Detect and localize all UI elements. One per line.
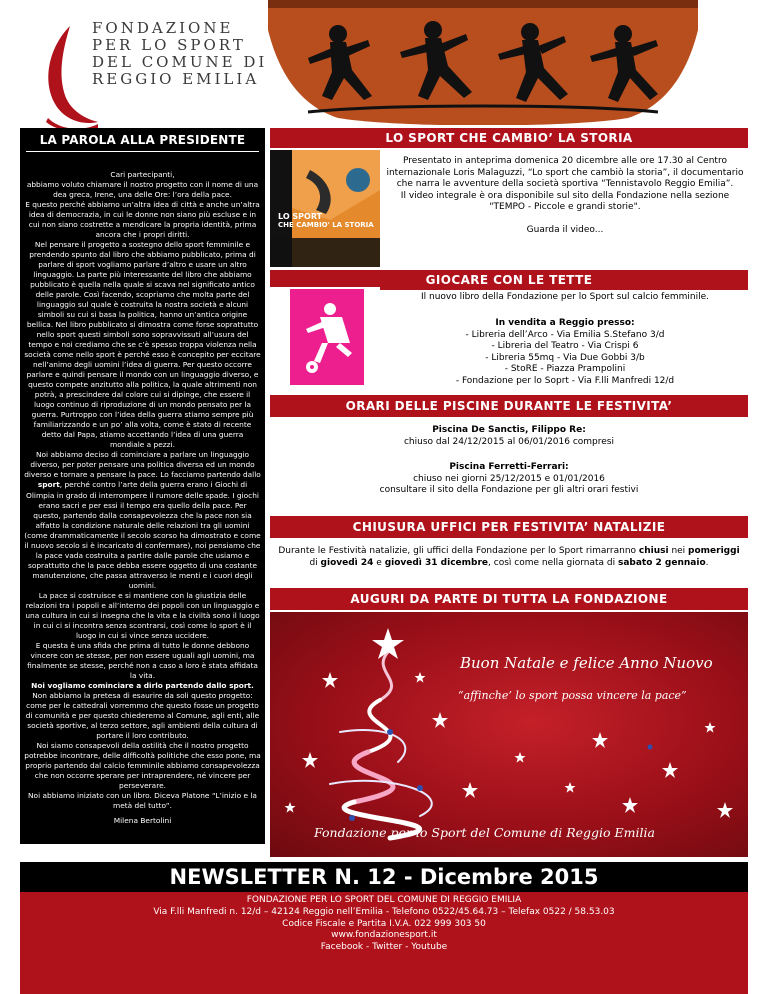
footer xyxy=(20,892,748,994)
tette-intro: Il nuovo libro della Fondazione per lo Sport sul calcio femminile. xyxy=(420,292,710,302)
card-quote: “affinche’ lo sport possa vincere la pace” xyxy=(458,689,687,702)
thumb-title-line: LO SPORT xyxy=(278,212,323,221)
offices-title: CHIUSURA UFFICI PER FESTIVITA’ NATALIZIE xyxy=(270,516,748,538)
sport-history-text: Presentato in anteprima domenica 20 dicembre alle ore 17.30 al Centro internazionale Loris Malaguzzi, “Lo sport che cambiò la storia”, il documentario che narra le avventure della società sportiva “Tennistavolo Reggio Emilia”. xyxy=(386,156,744,189)
youtube-link[interactable]: Youtube xyxy=(411,942,448,953)
greek-vase-athletes-image xyxy=(268,0,698,125)
watch-video-link[interactable]: Guarda il video... xyxy=(526,224,604,235)
offices-bold: sabato 2 gennaio xyxy=(617,557,706,568)
christmas-tree-icon xyxy=(270,612,748,857)
footer-line: Codice Fiscale e Partita I.V.A. 022 999 303 50 xyxy=(282,918,486,929)
president-signature: Milena Bertolini xyxy=(113,816,172,825)
card-greeting: Buon Natale e felice Anno Nuovo xyxy=(460,654,713,672)
pools-title: ORARI DELLE PISCINE DURANTE LE FESTIVITA’ xyxy=(270,395,748,417)
header xyxy=(0,0,768,125)
offices-bold: giovedì 24 xyxy=(320,557,374,568)
store-item: - Fondazione per lo Soprt - Via F.lli Manfredi 12/d xyxy=(455,375,675,386)
wishes-title: AUGURI DA PARTE DI TUTTA LA FONDAZIONE xyxy=(270,588,748,610)
website-link[interactable]: www.fondazionesport.it xyxy=(331,930,437,941)
social-separator: - xyxy=(363,942,373,953)
sale-heading: In vendita a Reggio presso: xyxy=(495,318,635,328)
pool-1-name: Piscina De Sanctis, Filippo Re: xyxy=(432,425,586,435)
sport-history-thumbnail[interactable] xyxy=(270,150,380,267)
offices-bold: pomeriggi xyxy=(688,546,740,556)
social-links xyxy=(20,942,748,954)
fondazione-logo-text xyxy=(92,20,267,88)
logo-line: FONDAZIONE xyxy=(92,19,234,37)
offices-text: nei xyxy=(668,546,689,556)
logo-line: REGGIO EMILIA xyxy=(92,70,260,88)
facebook-link[interactable]: Facebook xyxy=(320,942,364,953)
twitter-link[interactable]: Twitter xyxy=(372,942,403,953)
president-section-title: LA PAROLA ALLA PRESIDENTE xyxy=(39,133,246,147)
letter-paragraph: La pace si costruisce e si mantiene con la giustizia delle relazioni tra i popoli e all’interno dei popoli con un linguaggio e una cultura in cui si insegna che la vita e la civiltà sono il luogo in cui ci si incontra senza scontrarsi, così come lo sport è il luogo in cui si vince senza uccidere. xyxy=(25,590,260,640)
president-letter xyxy=(20,152,265,811)
footer-line: FONDAZIONE PER LO SPORT DEL COMUNE DI REGGIO EMILIA xyxy=(246,895,522,905)
female-footballer-icon xyxy=(270,287,380,387)
offices-text: e xyxy=(373,557,385,568)
pool-2-name: Piscina Ferretti-Ferrari: xyxy=(449,462,569,472)
social-separator: - xyxy=(402,942,412,953)
fondazione-logo-swoosh xyxy=(40,18,100,133)
letter-bold-text: sport xyxy=(37,480,60,490)
thumb-title-line: CHE CAMBIO' LA STORIA xyxy=(278,221,374,229)
offices-bold: giovedì 31 dicembre xyxy=(384,557,489,568)
letter-paragraph: Noi vogliamo cominciare a dirlo partendo dallo sport. Non abbiamo la pretesa di esaurire da soli questo progetto: come per le cattedrali vorremmo che questo fosse un progetto di comunità e per questo chiederemo al Comune, agli enti, alle società sportive, al terzo settore, agli ambienti della cultura di portare il loro contributo. xyxy=(25,680,260,740)
store-item: - Libreria 55mq - Via Due Gobbi 3/b xyxy=(485,352,645,363)
letter-paragraph: Noi siamo consapevoli della ostilità che il nostro progetto potrebbe incontrare, delle difficoltà politiche che esso pone, ma proprio partendo dal calcio femminile abbiamo consapevolezza che non occorre sperare per intraprendere, né vincere per perseverare. xyxy=(24,740,261,790)
book-cover-thumbnail[interactable] xyxy=(270,287,380,387)
sport-history-description xyxy=(382,156,748,236)
offices-closure-text xyxy=(278,546,740,569)
president-column xyxy=(20,128,265,844)
letter-paragraph: E questo perché abbiamo un’altra idea di città e anche un’altra idea di democrazia, in cui le donne non siano più escluse e in cui non siano costrette a mendicare la propria identità, prima ancora che i propri diritti. xyxy=(25,200,260,240)
newsletter-title: NEWSLETTER N. 12 - Dicembre 2015 xyxy=(20,862,748,892)
footer-line: Via F.lli Manfredi n. 12/d – 42124 Reggio nell’Emilia - Telefono 0522/45.64.73 – Telefax 0522 / 58.53.03 xyxy=(153,906,615,917)
logo-line: DEL COMUNE DI xyxy=(92,53,268,71)
sport-history-title: LO SPORT CHE CAMBIO’ LA STORIA xyxy=(270,128,748,148)
pool-2-hours: chiuso nei giorni 25/12/2015 e 01/01/2016 xyxy=(413,473,605,484)
sport-history-text: Il video integrale è ora disponibile sul sito della Fondazione nella sezione "TEMPO - Piccole e grandi storie". xyxy=(400,190,730,212)
tette-store-list xyxy=(382,318,748,387)
letter-paragraph: Noi abbiamo iniziato con un libro. Diceva Platone “L’inizio e la metà del tutto”. xyxy=(28,790,257,810)
offices-text: , così come nella giornata di xyxy=(488,557,618,568)
documentary-poster-icon xyxy=(270,150,380,267)
logo-line: PER LO SPORT xyxy=(92,36,246,54)
christmas-card-image xyxy=(270,612,748,857)
card-signature: Fondazione per lo Sport del Comune di Reggio Emilia xyxy=(314,825,655,840)
letter-paragraph: E questa è una sfida che prima di tutto le donne debbono vincere con se stesse, per non essere uguali agli uomini, ma finalmente se stesse, perché non a caso a loro è stata affidata la vita. xyxy=(27,640,258,680)
pool-2-note: consultare il sito della Fondazione per gli altri orari festivi xyxy=(379,485,639,495)
letter-paragraph: Nel pensare il progetto a sostegno dello sport femminile e prendendo spunto dal libro che abbiamo pubblicato, prima di parlare di sport vogliamo parlare d’altro e usare un altro linguaggio. La parte più interessante del libro che abbiamo pubblicato è quella nella quale si scava nel significato antico delle parole. Così facendo, scopriamo che molta parte del linguaggio sul quale è costruita la nostra società e alcuni simboli su cui si basa la politica, hanno un’antica origine bellica. Nel libro pubblicato si dimostra come forse soprattutto nello sport questi simboli sono sopravvissuti all’usura del tempo e noi crediamo che se c’è spesso troppa violenza nella società come nello sport è perché esso è concepito per eccitare nell’animo degli uomini l’idea di guerra. Per questo occorre parlare e quindi pensare il mondo con un linguaggio diverso, e questo compete anzitutto alla politica, la quale altrimenti non potrà, a prescindere dal colore cui si dipinge, che essere il luogo continuo di riproduzione di un mondo pensato per la guerra. Purtroppo con l’idea della guerra stiamo sempre più familiarizzando e un po’ alla volta, come è stato di recente detto dal Papa, stiamo accettando l’idea di una guerra mondiale a pezzi. xyxy=(24,240,261,450)
offices-bold: chiusi xyxy=(638,546,669,556)
letter-paragraph: Cari partecipanti, xyxy=(110,170,175,179)
offices-text: . xyxy=(705,557,709,568)
letter-paragraph: abbiamo voluto chiamare il nostro progetto con il nome di una dea greca, Irene, una delle Ore: l’ora della pace. xyxy=(26,180,259,200)
letter-paragraph: Noi abbiamo deciso di cominciare a parlare un linguaggio diverso, per poter pensare una politica diversa ed un mondo diverso e tornare a pensare la pace. Lo facciamo partendo dallo sport, perché contro l’arte della guerra erano i Giochi di Olimpia in grado di interrompere il rumore delle spade. I giochi erano sacri e per essi il tempo era quello della pace. Per questo, partendo dalla consapevolezza che la pace non sia affatto la condizione naturale delle relazioni tra gli uomini (come drammaticamente il secolo scorso ha dimostrato e come il nuovo secolo si è incaricato di confermare), noi pensiamo che la pace vada costruita a partire dalle parole che usiamo e soprattutto che la pace debba essere oggetto di una costante manutenzione, che passa attraverso le menti e i cuori degli uomini. xyxy=(24,450,261,590)
offices-text: di xyxy=(309,557,321,568)
pool-2-info xyxy=(270,462,748,497)
tette-title: GIOCARE CON LE TETTE xyxy=(270,270,748,290)
pool-1-info xyxy=(270,425,748,448)
store-item: - Libreria del Teatro - Via Crispi 6 xyxy=(491,341,639,351)
letter-bold-text: Noi vogliamo cominciare a dirlo partendo dallo sport. xyxy=(31,680,254,690)
store-item: - StoRE - Piazza Prampolini xyxy=(504,364,626,374)
offices-text: Durante le Festività natalizie, gli uffici della Fondazione per lo Sport rimarranno xyxy=(278,546,639,556)
store-item: - Libreria dell’Arco - Via Emilia S.Stefano 3/d xyxy=(465,329,665,340)
pool-1-hours: chiuso dal 24/12/2015 al 06/01/2016 compresi xyxy=(403,436,614,447)
